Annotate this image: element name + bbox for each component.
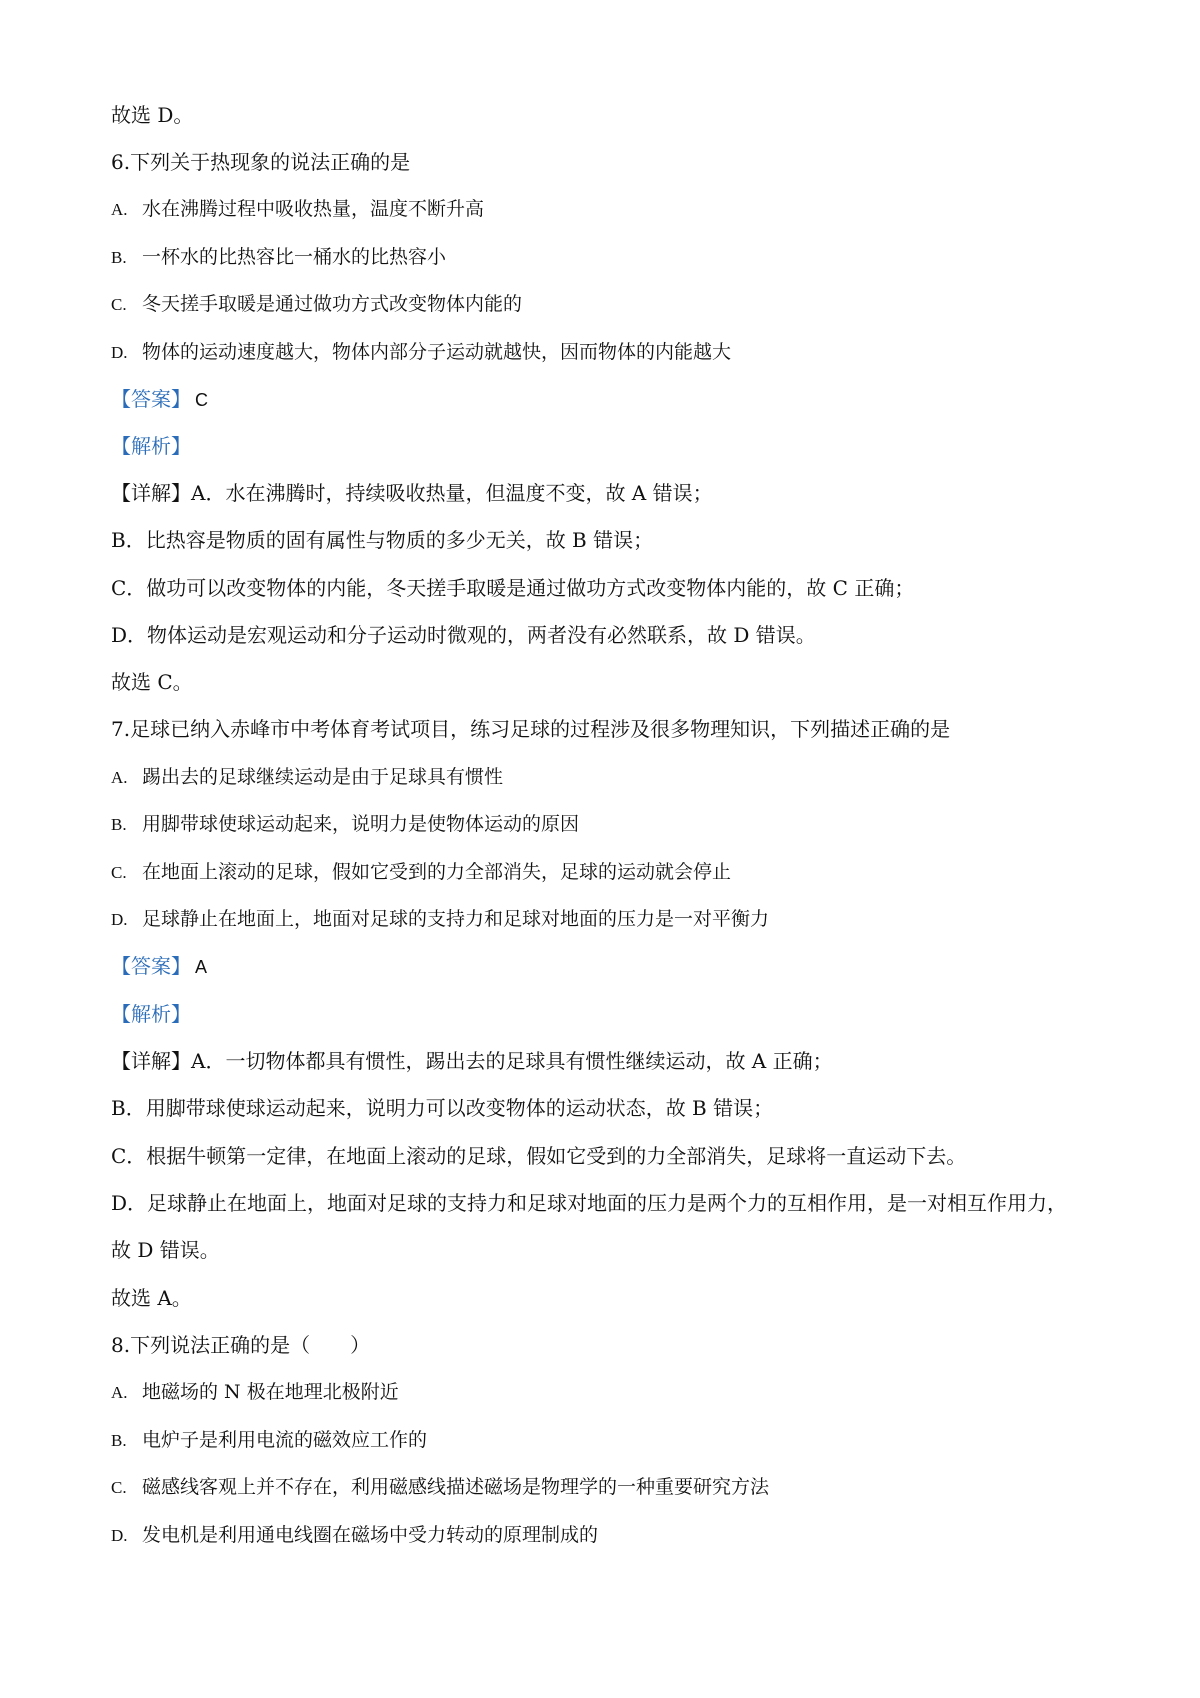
q7-option-a <box>111 763 503 791</box>
q6-option-b <box>111 243 446 271</box>
q6-option-d <box>111 338 731 366</box>
q6-conclusion: 故选 C。 <box>111 670 193 694</box>
q7-detail-4b: 故 D 错误。 <box>111 1238 220 1262</box>
q7-option-d <box>111 905 769 933</box>
q7-detail-2: B．用脚带球使球运动起来，说明力可以改变物体的运动状态，故 B 错误； <box>111 1096 774 1120</box>
q6-option-d-letter: D. <box>111 343 128 362</box>
q8-option-b-text: 电炉子是利用电流的磁效应工作的 <box>142 1429 428 1451</box>
q7-option-a-text: 踢出去的足球继续运动是由于足球具有惯性 <box>142 766 504 788</box>
q7-option-c-text: 在地面上滚动的足球，假如它受到的力全部消失，足球的运动就会停止 <box>142 861 732 883</box>
q6-option-a <box>111 195 484 223</box>
previous-conclusion: 故选 D。 <box>111 103 194 127</box>
q7-option-a-letter: A. <box>111 768 128 787</box>
q6-option-b-text: 一杯水的比热容比一桶水的比热容小 <box>142 246 447 268</box>
q8-option-a-letter: A. <box>111 1383 128 1402</box>
q7-answer-tag: 【答案】 <box>111 954 191 978</box>
q7-answer <box>111 952 207 980</box>
q6-option-a-text: 水在沸腾过程中吸收热量，温度不断升高 <box>142 198 485 220</box>
q6-detail-2: B．比热容是物质的固有属性与物质的多少无关，故 B 错误； <box>111 528 654 552</box>
q8-option-d-letter: D. <box>111 1526 128 1545</box>
q7-stem: 7.足球已纳入赤峰市中考体育考试项目，练习足球的过程涉及很多物理知识，下列描述正确的是 <box>111 717 951 741</box>
q6-answer-value: C <box>195 390 208 410</box>
q6-answer-tag: 【答案】 <box>111 387 191 411</box>
q6-option-a-letter: A. <box>111 200 128 219</box>
q8-option-b <box>111 1426 427 1454</box>
q7-option-c <box>111 858 731 886</box>
q7-option-b-text: 用脚带球使球运动起来，说明力是使物体运动的原因 <box>142 813 580 835</box>
q7-detail-1: 【详解】A．一切物体都具有惯性，踢出去的足球具有惯性继续运动，故 A 正确； <box>111 1049 833 1073</box>
q8-option-b-letter: B. <box>111 1431 127 1450</box>
q8-option-c-text: 磁感线客观上并不存在，利用磁感线描述磁场是物理学的一种重要研究方法 <box>142 1476 770 1498</box>
q7-detail-3: C．根据牛顿第一定律，在地面上滚动的足球，假如它受到的力全部消失，足球将一直运动下去。 <box>111 1144 967 1168</box>
q6-detail-3: C．做功可以改变物体的内能，冬天搓手取暖是通过做功方式改变物体内能的，故 C 正确； <box>111 576 915 600</box>
q8-option-a <box>111 1378 399 1406</box>
q7-answer-value: A <box>195 957 208 977</box>
q7-option-b <box>111 810 579 838</box>
q7-option-c-letter: C. <box>111 863 127 882</box>
q6-stem: 6.下列关于热现象的说法正确的是 <box>111 150 411 174</box>
q6-detail-4: D．物体运动是宏观运动和分子运动时微观的，两者没有必然联系，故 D 错误。 <box>111 623 816 647</box>
q7-option-b-letter: B. <box>111 815 127 834</box>
q6-detail-1: 【详解】A．水在沸腾时，持续吸收热量，但温度不变，故 A 错误； <box>111 481 713 505</box>
q8-option-a-text: 地磁场的 N 极在地理北极附近 <box>142 1381 399 1403</box>
q7-detail-4a: D．足球静止在地面上，地面对足球的支持力和足球对地面的压力是两个力的互相作用，是一对相互作用力， <box>111 1191 1068 1215</box>
q8-stem: 8.下列说法正确的是（ ） <box>111 1333 371 1357</box>
q7-conclusion: 故选 A。 <box>111 1286 192 1310</box>
q8-option-c-letter: C. <box>111 1478 127 1497</box>
q6-option-c-letter: C. <box>111 295 127 314</box>
q6-option-b-letter: B. <box>111 248 127 267</box>
q6-option-c-text: 冬天搓手取暖是通过做功方式改变物体内能的 <box>142 293 523 315</box>
q6-analysis-tag: 【解析】 <box>111 434 191 458</box>
q7-option-d-letter: D. <box>111 910 128 929</box>
q8-option-c <box>111 1473 769 1501</box>
q6-option-c <box>111 290 522 318</box>
q7-option-d-text: 足球静止在地面上，地面对足球的支持力和足球对地面的压力是一对平衡力 <box>142 908 770 930</box>
q8-option-d-text: 发电机是利用通电线圈在磁场中受力转动的原理制成的 <box>142 1524 599 1546</box>
q7-analysis-tag: 【解析】 <box>111 1002 191 1026</box>
q8-option-d <box>111 1521 598 1549</box>
q6-answer <box>111 385 208 413</box>
q6-option-d-text: 物体的运动速度越大，物体内部分子运动就越快，因而物体的内能越大 <box>142 341 732 363</box>
